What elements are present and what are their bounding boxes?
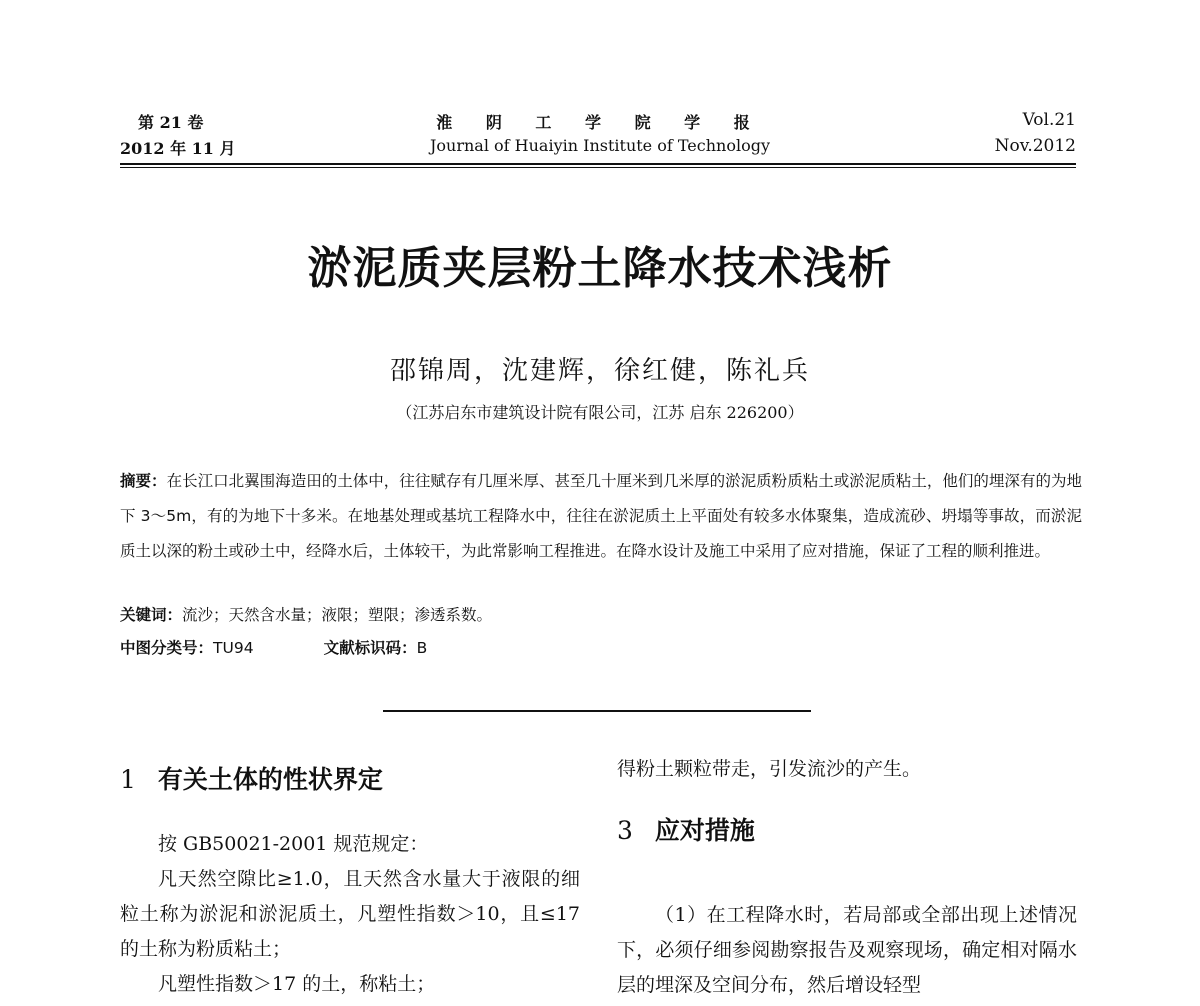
section-number: 3 (617, 816, 633, 845)
doc-code-label: 文献标识码： (323, 639, 417, 657)
journal-name-cn: 淮 阴 工 学 院 学 报 (436, 113, 764, 132)
header-rule (120, 163, 1076, 165)
paper-title: 淤泥质夹层粉土降水技术浅析 (307, 243, 893, 294)
paragraph: 按 GB50021-2001 规范规定： (158, 833, 429, 855)
volume-label: 第 21 卷 (138, 113, 204, 132)
authors: 邵锦周，沈建辉，徐红健，陈礼兵 (389, 356, 810, 386)
classification (120, 636, 427, 658)
section-3-heading (617, 813, 1077, 848)
keywords (120, 603, 492, 625)
keywords-text: 流沙；天然含水量；液限；塑限；渗透系数。 (182, 606, 493, 624)
right-column (617, 752, 1077, 1003)
clc-label: 中图分类号： (120, 639, 214, 657)
doc-code-value: B (416, 639, 428, 657)
section-title: 有关土体的性状界定 (157, 765, 383, 794)
separator-rule (383, 710, 811, 712)
paragraph: 凡塑性指数＞17 的土，称粘土； (158, 973, 436, 995)
journal-name-en: Journal of Huaiyin Institute of Technology (429, 136, 771, 155)
section-title: 应对措施 (654, 816, 755, 845)
clc-value: TU94 (213, 639, 254, 657)
abstract-label: 摘要： (120, 472, 167, 490)
date-en: Nov.2012 (994, 136, 1076, 156)
keywords-label: 关键词： (120, 606, 183, 624)
paragraph-continuation: 得粉土颗粒带走，引发流沙的产生。 (617, 758, 922, 780)
issue-date: 2012 年 11 月 (120, 139, 236, 158)
volume-en: Vol.21 (1022, 110, 1076, 130)
paragraph: 凡天然空隙比≥1.0，且天然含水量大于液限的细粒土称为淤泥和淤泥质土，凡塑性指数＞10，且≤17 的土称为粉质粘土； (120, 868, 580, 960)
header-rule-thin (120, 167, 1076, 168)
paragraph: （1）在工程降水时，若局部或全部出现上述情况下，必须仔细参阅勘察报告及观察现场，确定相对隔水层的埋深及空间分布，然后增设轻型 (617, 904, 1077, 996)
left-column (120, 762, 580, 1002)
section-1-heading (120, 762, 580, 797)
section-number: 1 (120, 765, 136, 794)
affiliation: （江苏启东市建筑设计院有限公司，江苏 启东 226200） (396, 403, 804, 422)
abstract-text: 在长江口北翼围海造田的土体中，往往赋存有几厘米厚、甚至几十厘米到几米厚的淤泥质粉质粘土或淤泥质粘土，他们的埋深有的为地下 3～5m，有的为地下十多米。在地基处理或基坑工程降水中，往往在淤泥质土上平面处有较多水体聚集，造成流砂、坍塌等事故，而淤泥质土以深的粉土或砂土中，经降水后，土体较干，为此常影响工程推进。在降水设计及施工中采用了应对措施，保证了工程的顺利推进。 (120, 472, 1082, 560)
abstract (120, 464, 1082, 569)
